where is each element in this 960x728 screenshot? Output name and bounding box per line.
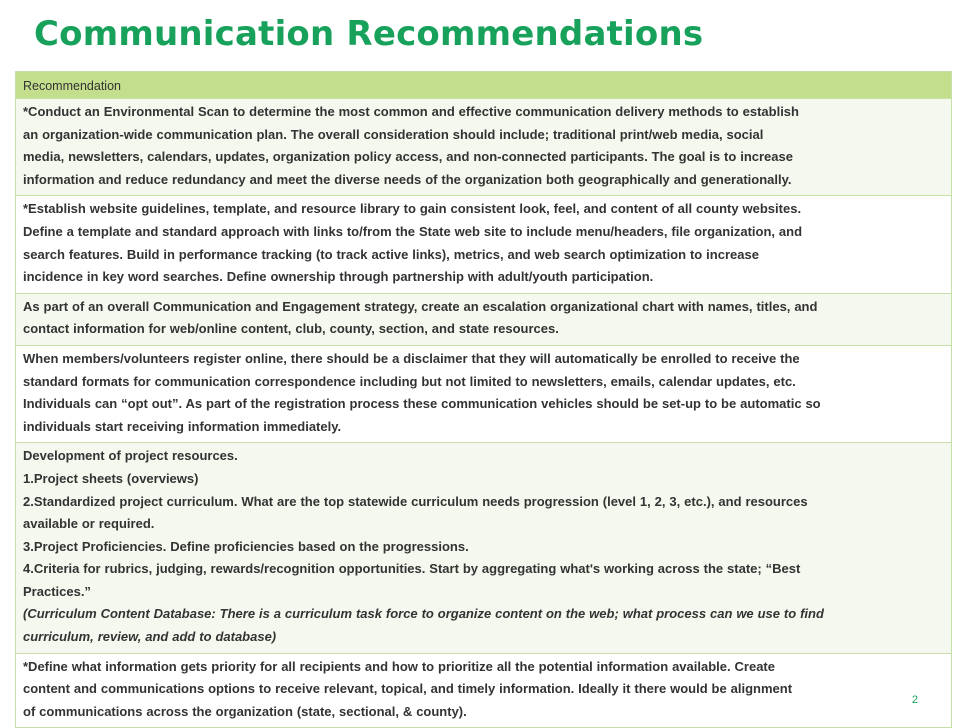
cell-line: incidence in key word searches. Define ownership through partnership with adult/youth participation. [23, 269, 654, 285]
page-number: 2 [911, 694, 918, 706]
cell-line: information and reduce redundancy and meet the diverse needs of the organization both geographically and generationally. [23, 171, 792, 187]
recommendation-cell [16, 443, 952, 653]
cell-line: Development of project resources. [23, 448, 238, 464]
table-row [16, 443, 952, 653]
cell-line: *Conduct an Environmental Scan to determine the most common and effective communication delivery methods to establish [23, 104, 799, 119]
table-header-row [16, 72, 952, 99]
recommendation-cell [16, 196, 952, 293]
table-row [16, 196, 952, 293]
cell-line: contact information for web/online content, club, county, section, and state resources. [23, 321, 559, 337]
cell-line: 3.Project Proficiencies. Define proficiencies based on the progressions. [23, 538, 469, 554]
slide-title: Communication Recommendations [34, 14, 704, 54]
column-header-recommendation: Recommendation [16, 72, 952, 99]
cell-line: 4.Criteria for rubrics, judging, rewards/recognition opportunities. Start by aggregating whatʹs working across the state; “Best [23, 561, 801, 577]
cell-line: *Define what information gets priority for all recipients and how to prioritize all the potential information available. Create [23, 658, 775, 674]
cell-line: Practices.” [23, 583, 91, 599]
cell-line: of communications across the organization (state, sectional, & county). [23, 703, 467, 719]
cell-line-italic: curriculum, review, and add to database) [23, 629, 277, 645]
recommendation-cell [16, 293, 952, 345]
cell-line: individuals start receiving information immediately. [23, 418, 342, 434]
table-row [16, 293, 952, 345]
table-row [16, 99, 952, 196]
cell-line: an organization-wide communication plan. The overall consideration should include; traditional print/web media, social [23, 126, 764, 142]
cell-line: available or required. [23, 516, 155, 532]
cell-line: Individuals can “opt out”. As part of the registration process these communication vehicles should be set-up to be automatic so [23, 396, 821, 412]
cell-line: search features. Build in performance tracking (to track active links), metrics, and web search optimization to increase [23, 246, 759, 262]
cell-line: 1.Project sheets (overviews) [23, 470, 199, 486]
cell-line: 2.Standardized project curriculum. What are the top statewide curriculum needs progression (level 1, 2, 3, etc.), and resources [23, 493, 808, 509]
cell-line: *Establish website guidelines, template, and resource library to gain consistent look, feel, and content of all county websites. [23, 201, 802, 217]
recommendation-cell [16, 345, 952, 442]
cell-line-italic: (Curriculum Content Database: There is a curriculum task force to organize content on the web; what process can we use to find [23, 606, 824, 622]
cell-line: Define a template and standard approach with links to/from the State web site to include menu/headers, file organization, and [23, 223, 803, 239]
recommendation-cell [16, 653, 952, 728]
cell-line: When members/volunteers register online, there should be a disclaimer that they will automatically be enrolled to receive the [23, 350, 800, 366]
cell-line: media, newsletters, calendars, updates, organization policy access, and non-connected participants. The goal is to increase [23, 149, 793, 165]
recommendation-cell [16, 99, 952, 196]
cell-line: standard formats for communication correspondence including but not limited to newsletters, emails, calendar updates, etc. [23, 373, 796, 389]
table-row [16, 345, 952, 442]
recommendations-table [15, 71, 952, 728]
cell-line: As part of an overall Communication and Engagement strategy, create an escalation organizational chart with names, titles, and [23, 298, 818, 314]
table-row [16, 653, 952, 728]
cell-line: content and communications options to receive relevant, topical, and timely information. Ideally it there would be alignment [23, 681, 793, 697]
